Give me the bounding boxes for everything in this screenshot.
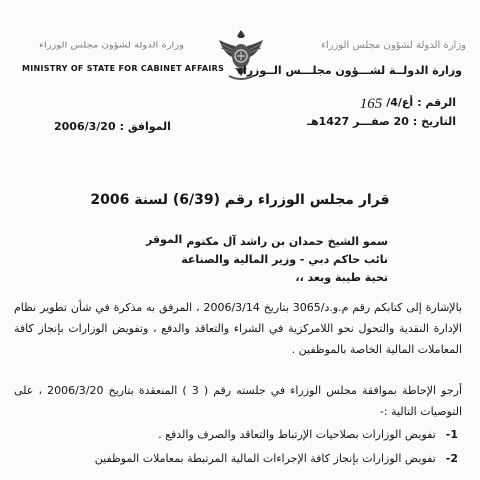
list-item-number: 2- — [445, 452, 458, 465]
list-item — [14, 424, 458, 445]
gregorian-date — [54, 120, 171, 133]
addressee-position: نائب حاكم دبي - وزير المالية والصناعة — [181, 253, 388, 266]
letterhead-left-arabic: وزارة الدولة لشؤون مجلس الوزراء — [39, 41, 184, 50]
list-item-text: تفويض الوزارات بإنجاز كافة الإجراءات المالية المرتبطة بمعاملات الموظفين — [94, 452, 436, 465]
resolution-title: قرار مجلس الوزراء رقم (6/39) لسنة 2006 — [90, 192, 390, 208]
addressee-honorific: الموقر — [146, 233, 183, 246]
letterhead-right-arabic: وزارة الدولــة لشـــؤون مجلـــس الــوزراء — [237, 64, 462, 77]
hijri-date-label: التاريخ : — [412, 115, 456, 128]
reference-number-value: 165 — [359, 96, 383, 112]
addressee-name: سمو الشيخ حمدان بن راشد آل مكتوم — [186, 235, 388, 248]
letterhead-right-faint: وزارة الدولة لشؤون مجلس الوزراء — [321, 40, 466, 51]
addressee-block — [181, 233, 388, 287]
list-item — [14, 448, 458, 469]
body-paragraph-2: أرجو الإحاطة بموافقة مجلس الوزراء في جلسته رقم ( 3 ) المنعقدة بتاريخ 2006/3/20 ، على التوصيات التالية :- — [14, 384, 462, 418]
list-item-number: 1- — [445, 428, 458, 441]
hijri-date-value: 20 صفـــر 1427هـ — [307, 115, 409, 128]
reference-number-prefix: أع/4/ — [386, 96, 414, 109]
reference-number-label: الرقم : — [417, 96, 456, 109]
letterhead-left-english: MINISTRY OF STATE FOR CABINET AFFAIRS — [22, 64, 225, 73]
gregorian-date-label: الموافق : — [119, 120, 171, 133]
reference-number — [360, 96, 456, 113]
greeting: تحية طيبة وبعد ،، — [295, 271, 388, 284]
gregorian-date-value: 2006/3/20 — [54, 120, 116, 133]
body-paragraph-1: بالإشارة إلى كتابكم رقم م.و.د/3065 بتاريخ 2006/3/14 ، المرفق به مذكرة في شأن تطوير نظام الإدارة النقدية والتحول نحو اللامركزية في الشراء والتعاقد والدفع ، وتفويض الوزارات بإنجاز كافة المعاملات المالية الخاصة بالموظفين . — [14, 301, 462, 356]
hijri-date — [307, 115, 456, 128]
list-item-text: تفويض الوزارات بصلاحيات الإرتباط والتعاقد والصرف والدفع . — [158, 428, 436, 441]
